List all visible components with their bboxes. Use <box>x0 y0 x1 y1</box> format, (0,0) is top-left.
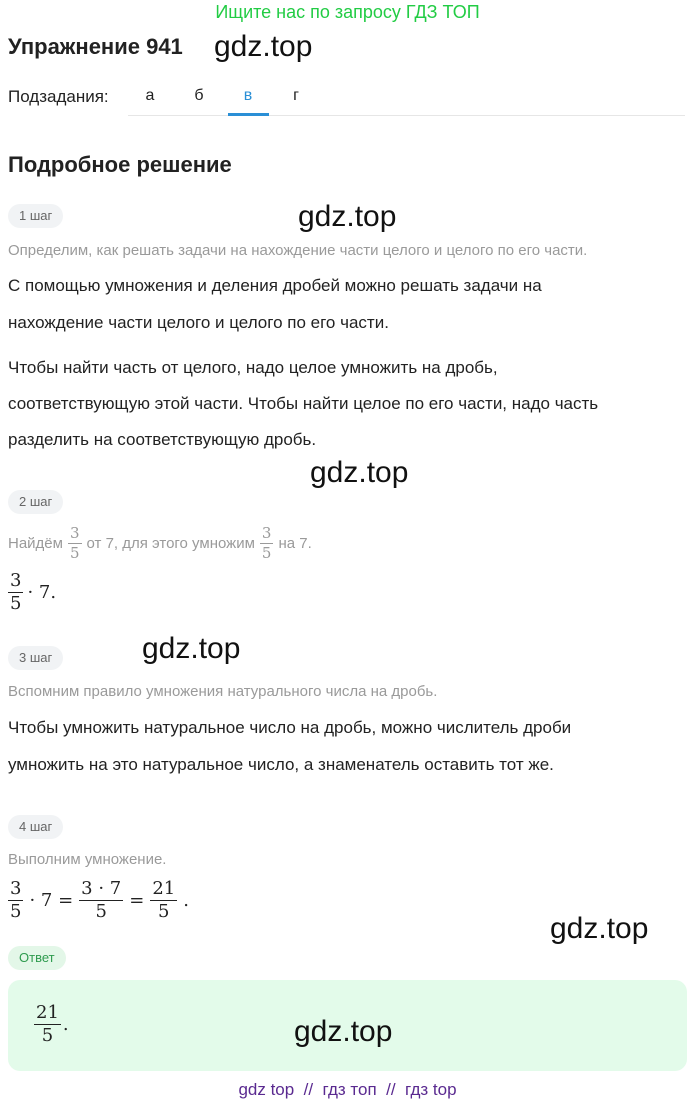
watermark: gdz.top <box>310 456 409 489</box>
step-text-line: Чтобы умножить натуральное число на дробь, можно числитель дроби <box>8 718 572 737</box>
denominator: 5 <box>41 1024 54 1046</box>
numerator: 3 <box>261 523 272 542</box>
tab-g[interactable]: г <box>293 87 299 104</box>
step-badge: 1 шаг <box>8 204 63 228</box>
answer-formula <box>34 998 69 1050</box>
fraction <box>8 569 23 614</box>
solution-heading: Подробное решение <box>8 152 232 177</box>
formula-rest: · 7. <box>27 581 57 603</box>
watermark: gdz.top <box>214 30 313 63</box>
promo-banner[interactable]: Ищите нас по запросу ГДЗ ТОП <box>215 2 480 22</box>
step-text-line: нахождение части целого и целого по его части. <box>8 313 389 332</box>
numerator: 3 <box>10 877 22 899</box>
watermark: gdz.top <box>142 632 241 665</box>
fraction <box>8 877 23 922</box>
watermark: gdz.top <box>294 1015 393 1048</box>
formula <box>8 874 189 926</box>
formula <box>8 566 56 618</box>
fraction <box>34 1001 61 1046</box>
step-hint <box>8 520 312 566</box>
step-badge: 4 шаг <box>8 815 63 839</box>
step-text-line: Чтобы найти часть от целого, надо целое умножить на дробь, <box>8 358 498 377</box>
step-text-line: разделить на соответствующую дробь. <box>8 430 317 449</box>
denominator: 5 <box>10 592 22 614</box>
step-hint: Вспомним правило умножения натурального числа на дробь. <box>8 683 438 700</box>
denominator: 5 <box>261 543 272 562</box>
subtasks-label: Подзадания: <box>8 87 109 106</box>
fraction <box>150 877 177 922</box>
tab-b[interactable]: б <box>194 87 204 104</box>
fraction <box>68 523 82 562</box>
answer-end: . <box>62 1013 69 1035</box>
denominator: 5 <box>158 900 170 922</box>
footer-links[interactable]: gdz top // гдз топ // гдз top <box>238 1080 457 1099</box>
watermark: gdz.top <box>550 912 649 945</box>
step-badge: 2 шаг <box>8 490 63 514</box>
step-text-line: С помощью умножения и деления дробей можно решать задачи на <box>8 276 542 295</box>
operator: · 7 = <box>29 889 74 911</box>
step-hint: Определим, как решать задачи на нахождение части целого и целого по его части. <box>8 242 588 259</box>
operator: = <box>129 889 145 911</box>
denominator: 5 <box>10 900 22 922</box>
numerator: 3 <box>69 523 80 542</box>
hint-text: от 7, для этого умножим <box>86 534 255 552</box>
tab-v[interactable]: в <box>243 87 253 104</box>
step-badge: 3 шаг <box>8 646 63 670</box>
step-text-line: соответствующую этой части. Чтобы найти целое по его части, надо часть <box>8 394 599 413</box>
answer-badge: Ответ <box>8 946 66 970</box>
tabs-divider <box>128 115 685 116</box>
step-hint: Выполним умножение. <box>8 851 167 868</box>
numerator: 21 <box>152 877 176 899</box>
denominator: 5 <box>95 900 107 922</box>
hint-text: на 7. <box>278 534 312 552</box>
hint-text: Найдём <box>8 534 63 552</box>
fraction <box>79 877 123 922</box>
numerator: 21 <box>36 1001 59 1023</box>
formula-end: . <box>183 889 189 911</box>
watermark: gdz.top <box>298 200 397 233</box>
step-text-line: умножить на это натуральное число, а знаменатель оставить тот же. <box>8 755 554 774</box>
numerator: 3 · 7 <box>81 877 122 899</box>
fraction <box>260 523 274 562</box>
active-tab-indicator <box>228 113 269 116</box>
tab-a[interactable]: а <box>145 87 155 104</box>
denominator: 5 <box>69 543 80 562</box>
numerator: 3 <box>10 569 22 591</box>
exercise-title: Упражнение 941 <box>8 34 183 59</box>
